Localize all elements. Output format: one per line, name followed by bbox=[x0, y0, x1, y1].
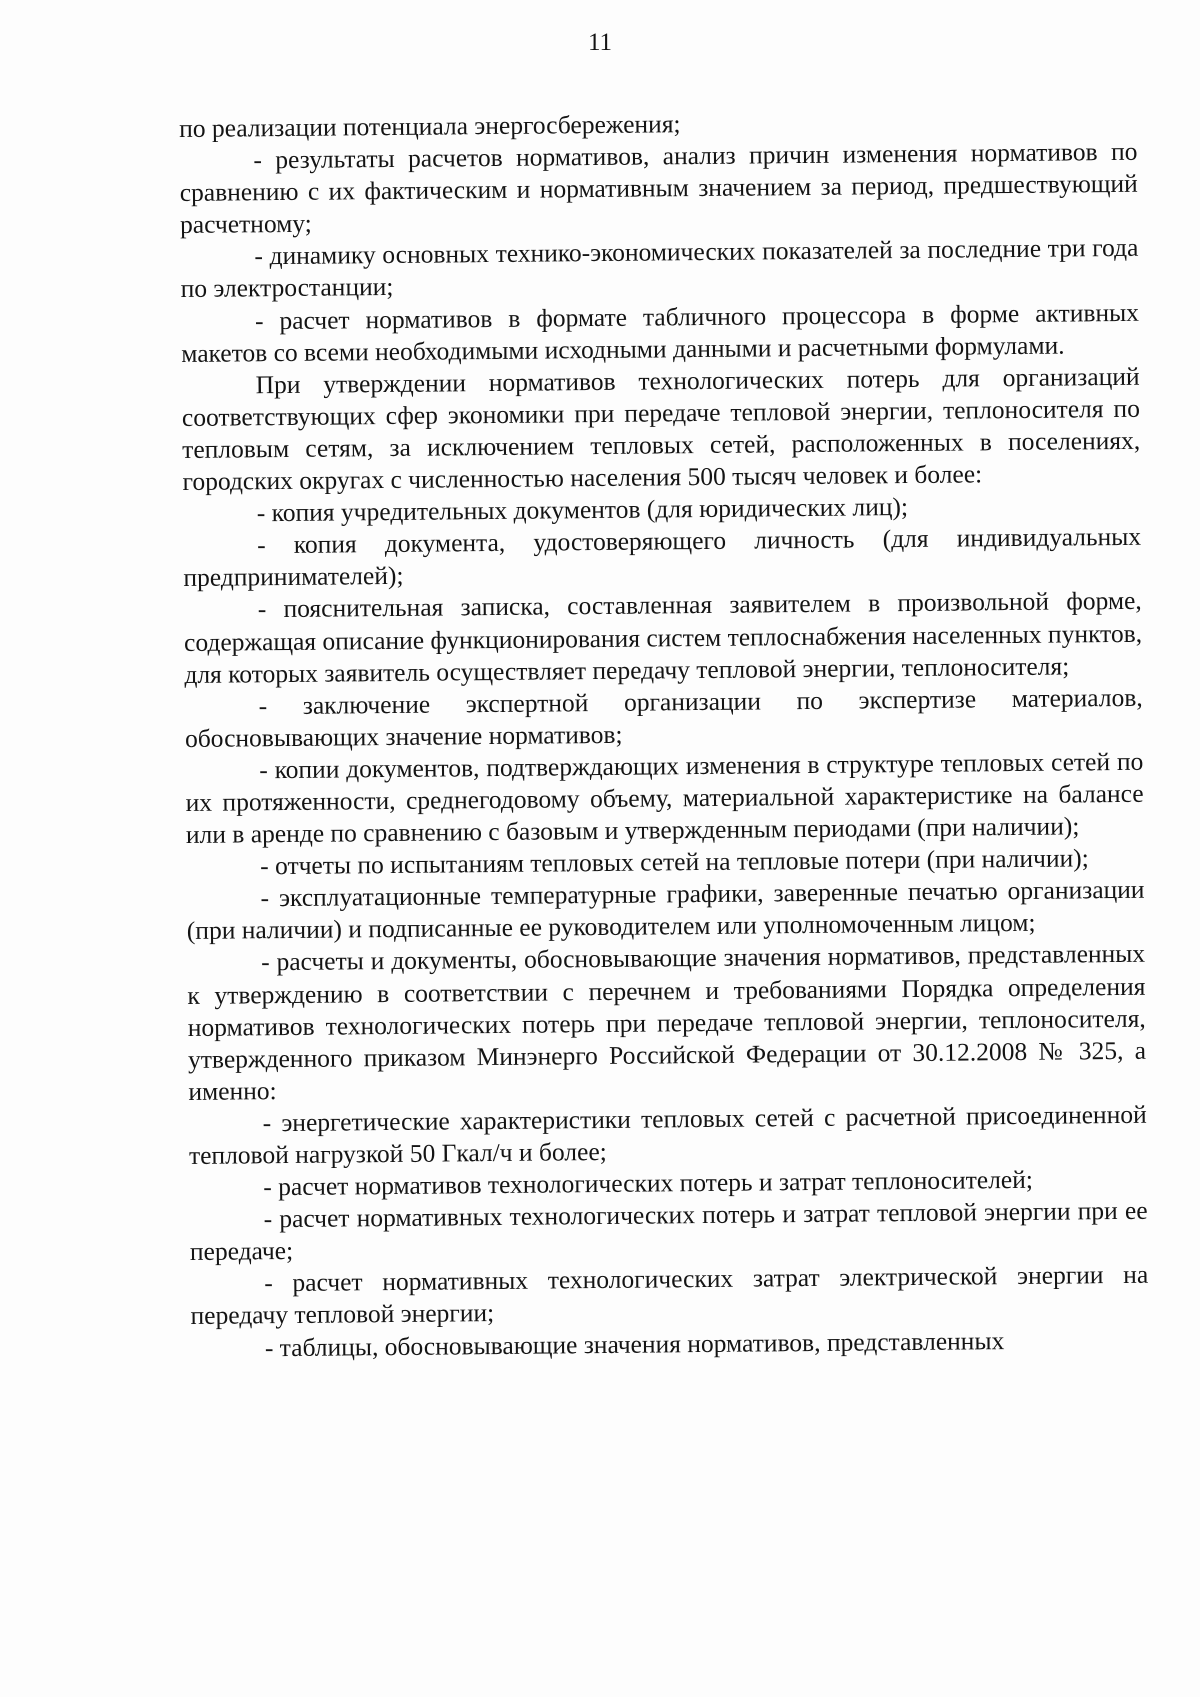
page-number: 11 bbox=[587, 29, 613, 56]
paragraph: При утверждении нормативов технологических потерь для организаций соответствующих сфер экономики при передаче тепловой энергии, теплоносителя по тепловым сетям, за исключением тепловых сетей, расположенных в поселениях, городских округах с численностью населения 500 тысяч человек и более: bbox=[181, 361, 1141, 497]
list-item: - результаты расчетов нормативов, анализ причин изменения нормативов по сравнению с их фактическим и нормативным значением за период, предшествующий расчетному; bbox=[179, 136, 1138, 240]
list-item: - расчеты и документы, обосновывающие значения нормативов, представленных к утверждению в соответствии с перечнем и требованиями Порядка определения нормативов технологических потерь при передаче тепловой энергии, теплоносителя, утвержденного приказом Минэнерго Российской Федерации от 30.12.2008 № 325, а именно: bbox=[187, 939, 1147, 1106]
list-item: - отчеты по испытаниям тепловых сетей на тепловые потери (при наличии); bbox=[260, 843, 1089, 881]
paragraph: по реализации потенциала энергосбережения; bbox=[179, 109, 681, 143]
list-item: - расчет нормативных технологических потерь и затрат тепловой энергии при ее передаче; bbox=[189, 1195, 1148, 1267]
list-item: - расчет нормативов технологических потерь и затрат теплоносителей; bbox=[263, 1164, 1034, 1202]
list-item: - таблицы, обосновывающие значения нормативов, представленных bbox=[264, 1325, 1005, 1362]
list-item: - копии документов, подтверждающих изменения в структуре тепловых сетей по их протяженности, среднегодовому объему, материальной характеристике на балансе или в аренде по сравнению с базовым и утвержденным периодами (при наличии); bbox=[185, 746, 1144, 850]
list-item: - эксплуатационные температурные графики, заверенные печатью организации (при наличии) и подписанные ее руководителем или уполномоченным лицом; bbox=[186, 875, 1145, 946]
list-item: - заключение экспертной организации по экспертизе материалов, обосновывающих значение нормативов; bbox=[184, 682, 1143, 753]
list-item: - копия документа, удостоверяющего личность (для индивидуальных предпринимателей); bbox=[183, 522, 1142, 593]
list-item: - расчет нормативов в формате табличного процессора в форме активных макетов со всеми необходимыми исходными данными и расчетными формулами. bbox=[181, 297, 1140, 368]
list-item: - расчет нормативных технологических затрат электрической энергии на передачу тепловой энергии; bbox=[190, 1260, 1149, 1331]
document-body bbox=[179, 104, 1149, 1365]
list-item: - динамику основных технико-экономических показателей за последние три года по электростанции; bbox=[180, 233, 1139, 304]
list-item: - пояснительная записка, составленная заявителем в произвольной форме, содержащая описание функционирования систем теплоснабжения населенных пунктов, для которых заявитель осуществляет передачу тепловой энергии, теплоносителя; bbox=[183, 586, 1143, 689]
list-item: - энергетические характеристики тепловых сетей с расчетной присоединенной тепловой нагрузкой 50 Гкал/ч и более; bbox=[188, 1099, 1147, 1170]
list-item: - копия учредительных документов (для юридических лиц); bbox=[256, 492, 909, 528]
